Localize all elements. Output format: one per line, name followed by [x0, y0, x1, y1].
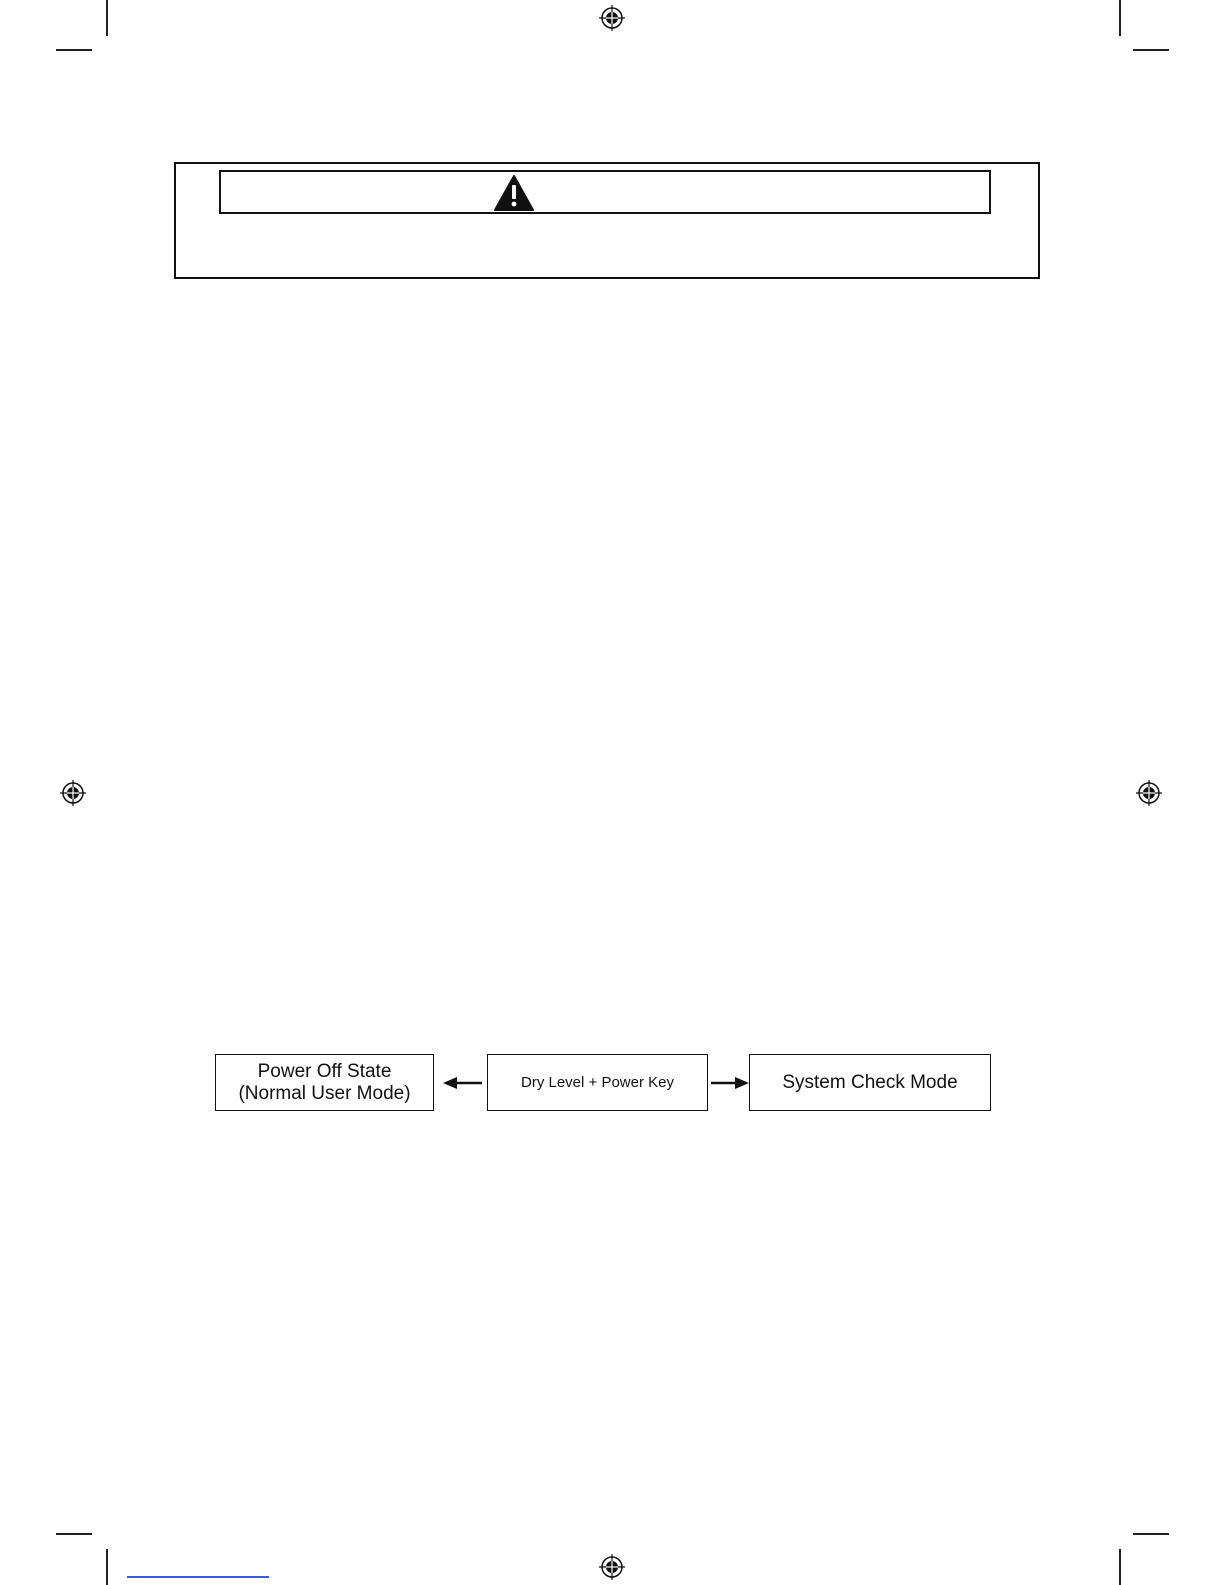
registration-mark-icon: [59, 779, 87, 807]
caution-header-bar: [219, 170, 991, 214]
registration-mark-icon: [1135, 779, 1163, 807]
system-check-mode-label: System Check Mode: [782, 1071, 958, 1093]
arrow-left-icon: [443, 1076, 483, 1090]
trim-mark-bottom-left-v: [106, 1549, 108, 1585]
normal-user-mode-label: (Normal User Mode): [238, 1082, 411, 1104]
power-off-state-box: [215, 1054, 434, 1111]
trim-mark-top-right-h: [1133, 49, 1169, 51]
dry-level-power-key-label: Dry Level + Power Key: [521, 1074, 674, 1091]
trim-mark-bottom-right-v: [1119, 1549, 1121, 1585]
power-off-state-label: Power Off State: [257, 1060, 392, 1082]
registration-mark-icon: [598, 1553, 626, 1581]
dry-level-power-key-box: [487, 1054, 708, 1111]
trim-mark-bottom-right-h: [1133, 1533, 1169, 1535]
trim-mark-bottom-left-h: [56, 1533, 92, 1535]
system-check-mode-box: [749, 1054, 991, 1111]
trim-mark-top-right-v: [1119, 0, 1121, 36]
arrow-right-icon: [711, 1076, 749, 1090]
warning-triangle-icon: [493, 174, 535, 212]
bottom-link-underline[interactable]: [127, 1576, 269, 1578]
trim-mark-top-left-v: [106, 0, 108, 36]
trim-mark-top-left-h: [56, 49, 92, 51]
registration-mark-icon: [598, 4, 626, 32]
